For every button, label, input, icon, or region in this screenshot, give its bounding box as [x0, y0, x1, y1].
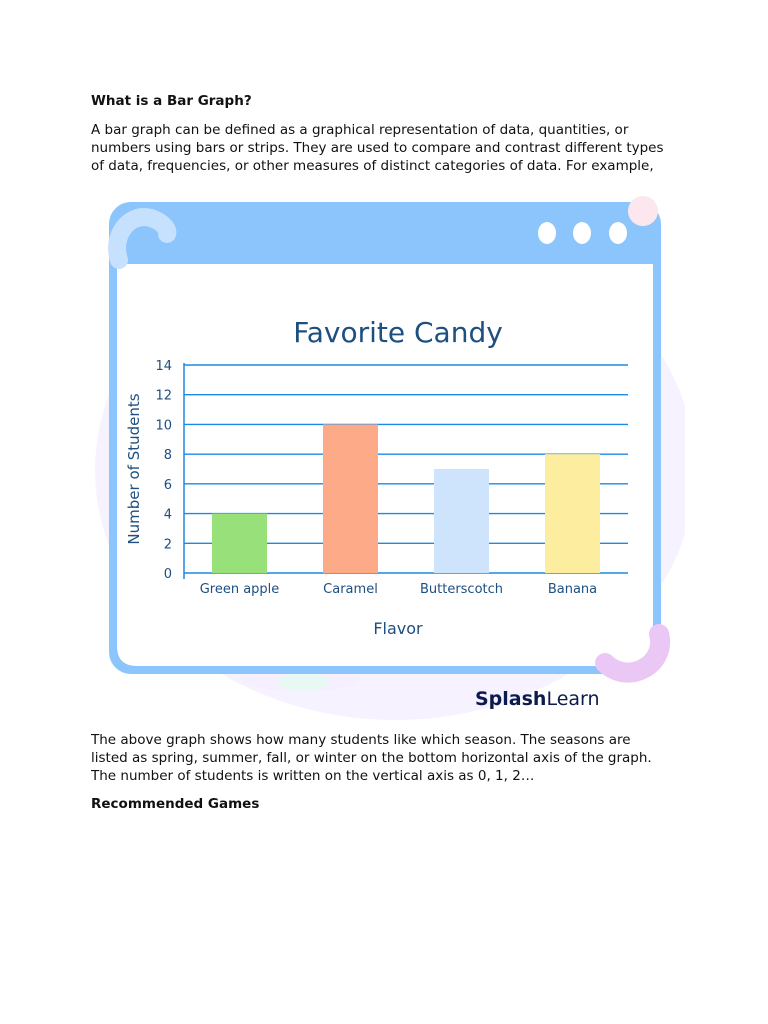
window-dot-icon: [609, 222, 627, 244]
bar-graph-figure: [95, 190, 685, 720]
x-tick-label: Caramel: [323, 582, 378, 597]
y-tick-label: 0: [163, 567, 172, 582]
x-axis-label: Flavor: [373, 619, 423, 638]
explanation-line: The above graph shows how many students like which season. The seasons are: [91, 732, 631, 748]
bar: [545, 454, 600, 573]
brand-logo-part: Splash: [475, 688, 547, 710]
article-heading: What is a Bar Graph?: [91, 93, 252, 109]
bar: [323, 424, 378, 573]
window-dot-icon: [538, 222, 556, 244]
intro-line: A bar graph can be defined as a graphical representation of data, quantities, or: [91, 122, 629, 138]
intro-line: of data, frequencies, or other measures of distinct categories of data. For example,: [91, 158, 654, 174]
bar-graph-svg: [95, 190, 685, 720]
intro-line: numbers using bars or strips. They are used to compare and contrast different types: [91, 140, 664, 156]
recommended-games-heading: Recommended Games: [91, 796, 260, 812]
intro-paragraph: [91, 121, 691, 175]
background-blob: [277, 673, 329, 691]
y-tick-label: 12: [155, 388, 172, 404]
explanation-line: The number of students is written on the vertical axis as 0, 1, 2…: [91, 768, 535, 784]
y-axis-label: Number of Students: [125, 393, 143, 545]
x-tick-label: Green apple: [199, 582, 280, 597]
chart-title: Favorite Candy: [293, 316, 503, 349]
bar: [434, 469, 489, 573]
bar: [212, 514, 267, 573]
x-tick-label: Butterscotch: [419, 582, 504, 597]
y-tick-label: 8: [163, 448, 172, 464]
y-tick-label: 4: [163, 507, 172, 523]
y-tick-label: 14: [155, 359, 172, 374]
y-tick-label: 10: [155, 418, 172, 434]
window-dot-icon: [573, 222, 591, 244]
brand-logo: [475, 688, 600, 710]
y-tick-label: 2: [163, 537, 172, 553]
explanation-line: listed as spring, summer, fall, or winter on the bottom horizontal axis of the graph.: [91, 750, 652, 766]
x-tick-label: Banana: [547, 582, 598, 597]
corner-circle-icon: [628, 196, 658, 226]
brand-logo-part: Learn: [546, 688, 600, 710]
y-tick-label: 6: [163, 477, 172, 493]
explanation-paragraph: [91, 731, 691, 785]
